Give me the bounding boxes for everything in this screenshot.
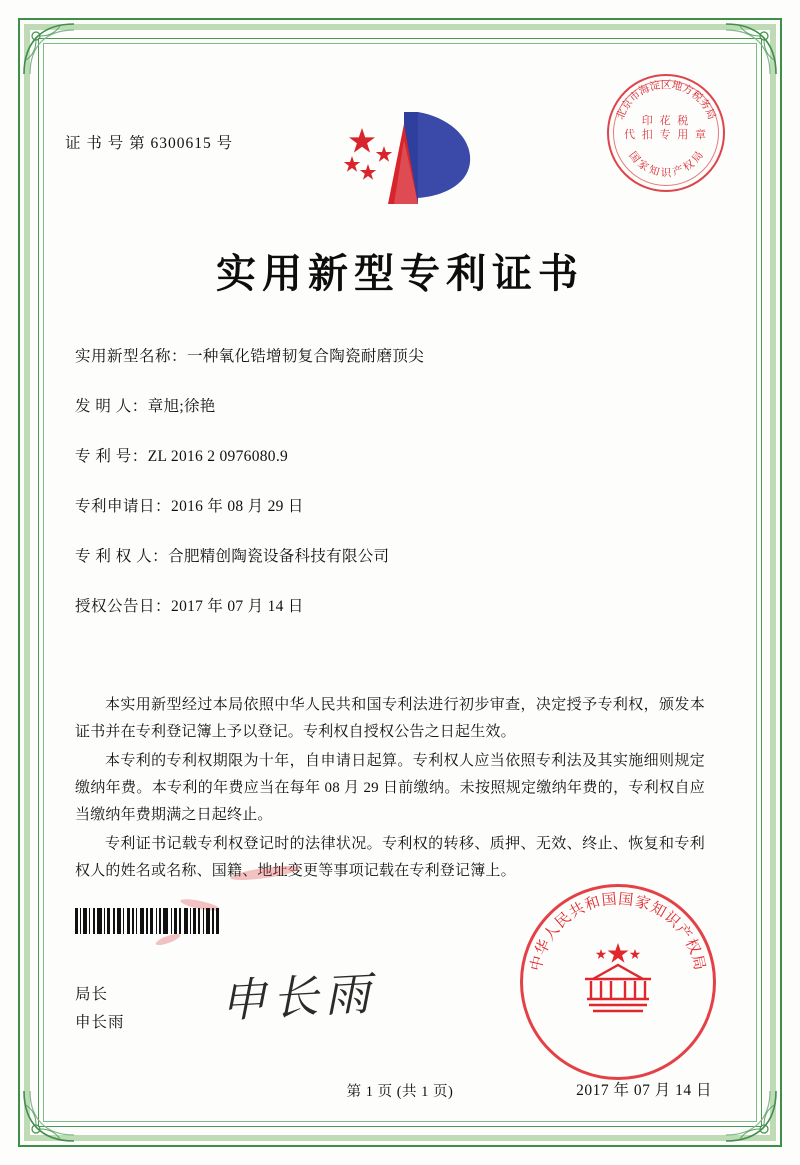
national-seal	[520, 884, 716, 1080]
stamp-line-1: 印 花 税	[641, 115, 691, 127]
field-value: 章旭;徐艳	[147, 398, 216, 415]
national-emblem-icon	[573, 937, 663, 1027]
director-name: 申长雨	[75, 1014, 125, 1031]
stamp-arc-bottom-text: 国 家 知 识 产 权 局	[626, 150, 706, 179]
field-label: 专 利 号：	[75, 448, 148, 465]
field-label: 专利申请日：	[75, 498, 172, 515]
field-value: 一种氧化锆增韧复合陶瓷耐磨顶尖	[187, 348, 425, 365]
field-row-patentee	[75, 546, 730, 568]
tax-office-stamp	[607, 74, 725, 192]
field-label: 发 明 人：	[75, 398, 148, 415]
ink-smudge	[155, 932, 182, 947]
field-label: 授权公告日：	[75, 598, 172, 615]
seal-date: 2017 年 07 月 14 日	[576, 1082, 712, 1099]
certificate-content	[60, 56, 740, 1109]
field-row-application-date	[75, 496, 730, 518]
field-list	[75, 346, 730, 646]
page-indicator: 第 1 页 (共 1 页)	[346, 1084, 454, 1100]
field-row-patent-number	[75, 446, 730, 468]
field-row-utility-model-name	[75, 346, 730, 368]
stamp-line-2: 代 扣 专 用 章	[624, 129, 708, 141]
field-label: 专 利 权 人：	[75, 548, 169, 565]
field-label: 实用新型名称：	[75, 348, 188, 365]
handwritten-signature: 申长雨	[218, 965, 378, 1029]
paragraph-2: 本专利的专利权期限为十年，自申请日起算。专利权人应当依照专利法及其实施细则规定缴纳年费。本专利的年费应当在每年 08 月 29 日前缴纳。未按照规定缴纳年费的，专利权自应当缴纳年费期满之日起终止。	[75, 753, 705, 823]
stamp-center-lines	[607, 114, 725, 142]
paragraph-3: 专利证书记载专利权登记时的法律状况。专利权的转移、质押、无效、终止、恢复和专利权人的姓名或名称、国籍、地址变更等事项记载在专利登记簿上。	[75, 836, 705, 879]
svg-text:国 家 知 识 产 权 局	[626, 149, 705, 179]
field-value: 2016 年 08 月 29 日	[171, 498, 304, 515]
paragraph-1: 本实用新型经过本局依照中华人民共和国专利法进行初步审查，决定授予专利权，颁发本证书并在专利登记簿上予以登记。专利权自授权公告之日起生效。	[75, 697, 705, 740]
cnipa-logo-icon	[332, 104, 492, 214]
barcode	[75, 908, 290, 934]
field-value: 2017 年 07 月 14 日	[171, 598, 304, 615]
director-title-label: 局长	[75, 986, 109, 1003]
field-row-inventor	[75, 396, 730, 418]
signature-block	[75, 981, 125, 1037]
stamp-arc-top-text: 北京市海淀区地方税务局	[615, 80, 717, 122]
field-value: ZL 2016 2 0976080.9	[147, 448, 289, 465]
page-title: 实用新型专利证书	[216, 251, 584, 296]
legal-text-block	[75, 692, 705, 887]
field-row-grant-announcement-date	[75, 596, 730, 618]
certificate-number: 证 书 号 第 6300615 号	[65, 135, 234, 152]
seal-arc-label: 中华人民共和国国家知识产权局	[528, 891, 708, 973]
field-value: 合肥精创陶瓷设备科技有限公司	[168, 548, 390, 565]
